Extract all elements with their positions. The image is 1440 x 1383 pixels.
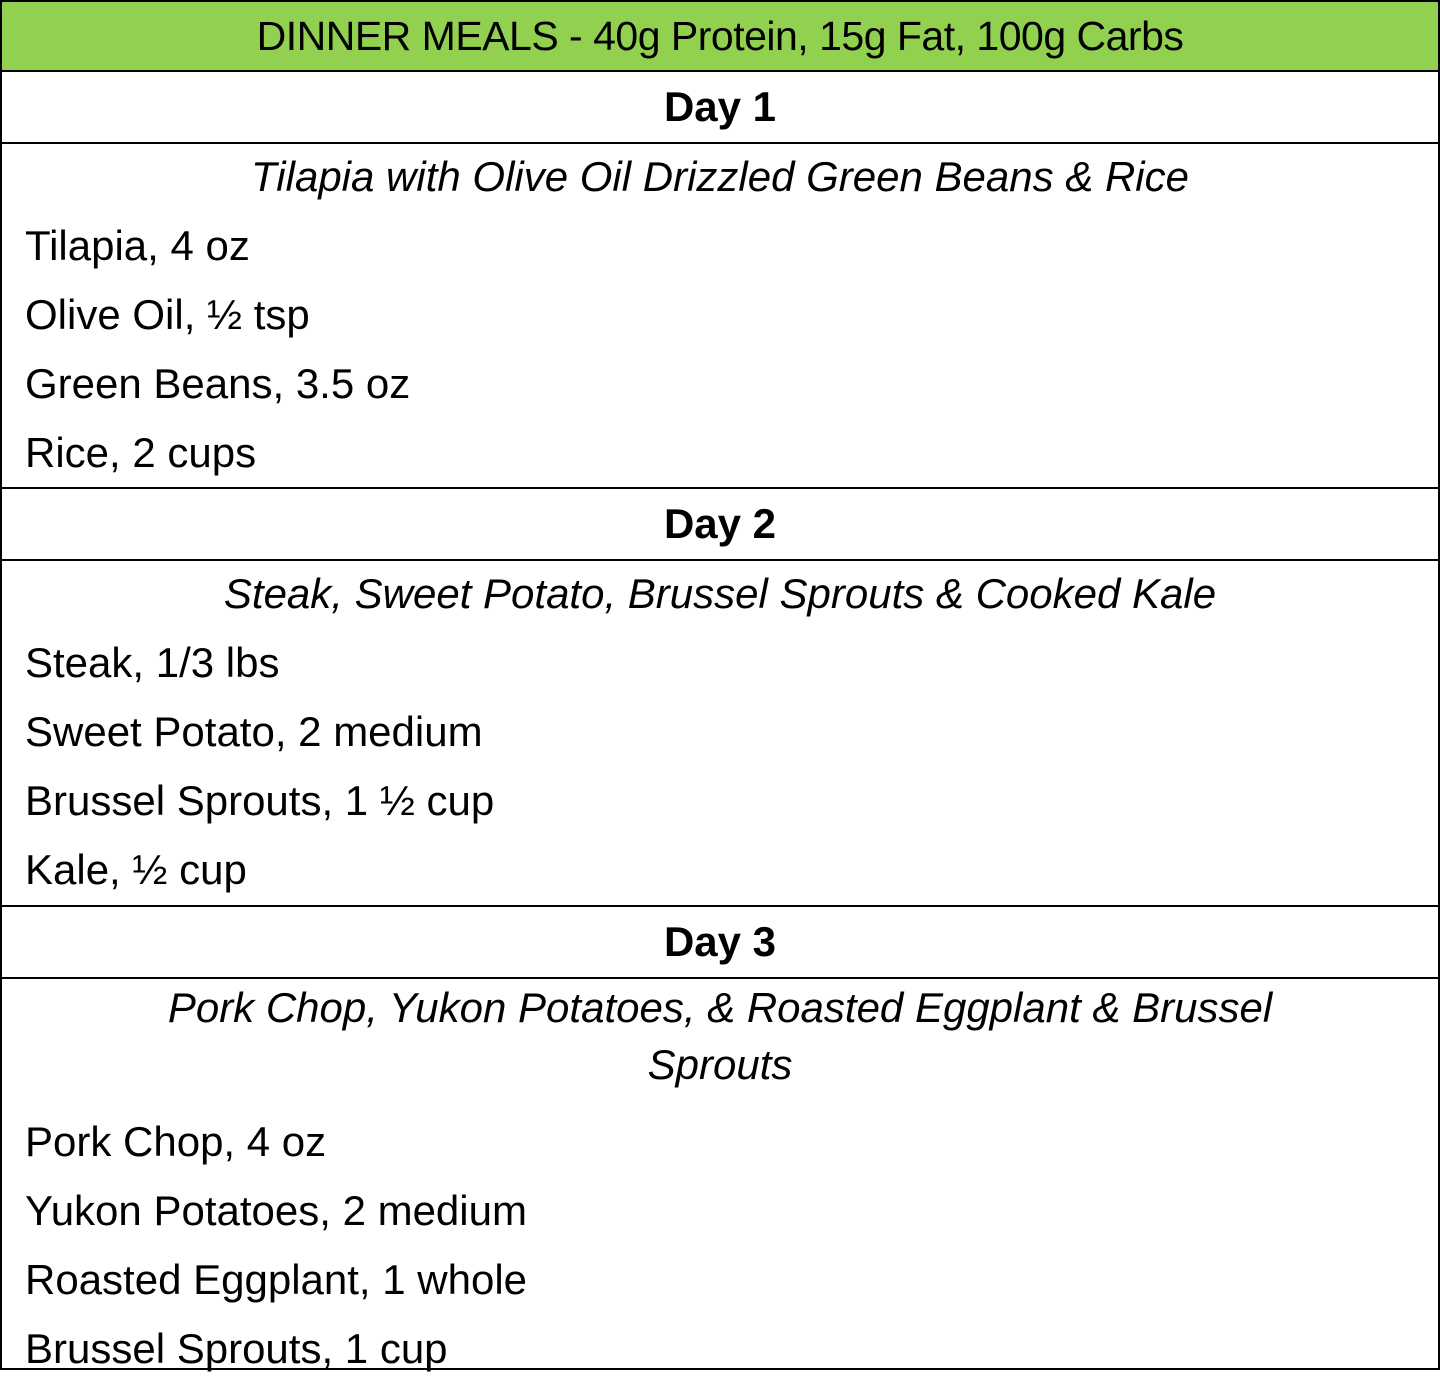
ingredient-item: Yukon Potatoes, 2 medium: [25, 1187, 527, 1234]
ingredient-item: Rice, 2 cups: [25, 429, 257, 476]
day-2-header: Day 2: [2, 489, 1438, 561]
ingredient-item: Tilapia, 4 oz: [25, 222, 250, 269]
ingredient-item: Brussel Sprouts, 1 ½ cup: [25, 777, 495, 824]
meal-title: Tilapia with Olive Oil Drizzled Green Beans & Rice: [251, 153, 1189, 200]
day-1-header: Day 1: [2, 72, 1438, 144]
ingredient-item: Brussel Sprouts, 1 cup: [25, 1325, 448, 1372]
ingredient-item: Steak, 1/3 lbs: [25, 639, 280, 686]
table-title: DINNER MEALS - 40g Protein, 15g Fat, 100g Carbs: [2, 2, 1438, 72]
meal-title: Steak, Sweet Potato, Brussel Sprouts & Cooked Kale: [223, 570, 1217, 617]
day-3-header: Day 3: [2, 907, 1438, 979]
meal-title: Pork Chop, Yukon Potatoes, & Roasted Eggplant & Brussel Sprouts: [167, 984, 1273, 1088]
ingredient-item: Sweet Potato, 2 medium: [25, 708, 483, 755]
day-3-meal: [2, 979, 1438, 1372]
ingredient-item: Pork Chop, 4 oz: [25, 1118, 327, 1165]
ingredient-item: Green Beans, 3.5 oz: [25, 360, 411, 407]
day-2-meal: [2, 561, 1438, 907]
ingredient-item: Roasted Eggplant, 1 whole: [25, 1256, 528, 1303]
day-1-meal: [2, 144, 1438, 489]
ingredient-item: Kale, ½ cup: [25, 846, 247, 893]
ingredient-item: Olive Oil, ½ tsp: [25, 291, 310, 338]
